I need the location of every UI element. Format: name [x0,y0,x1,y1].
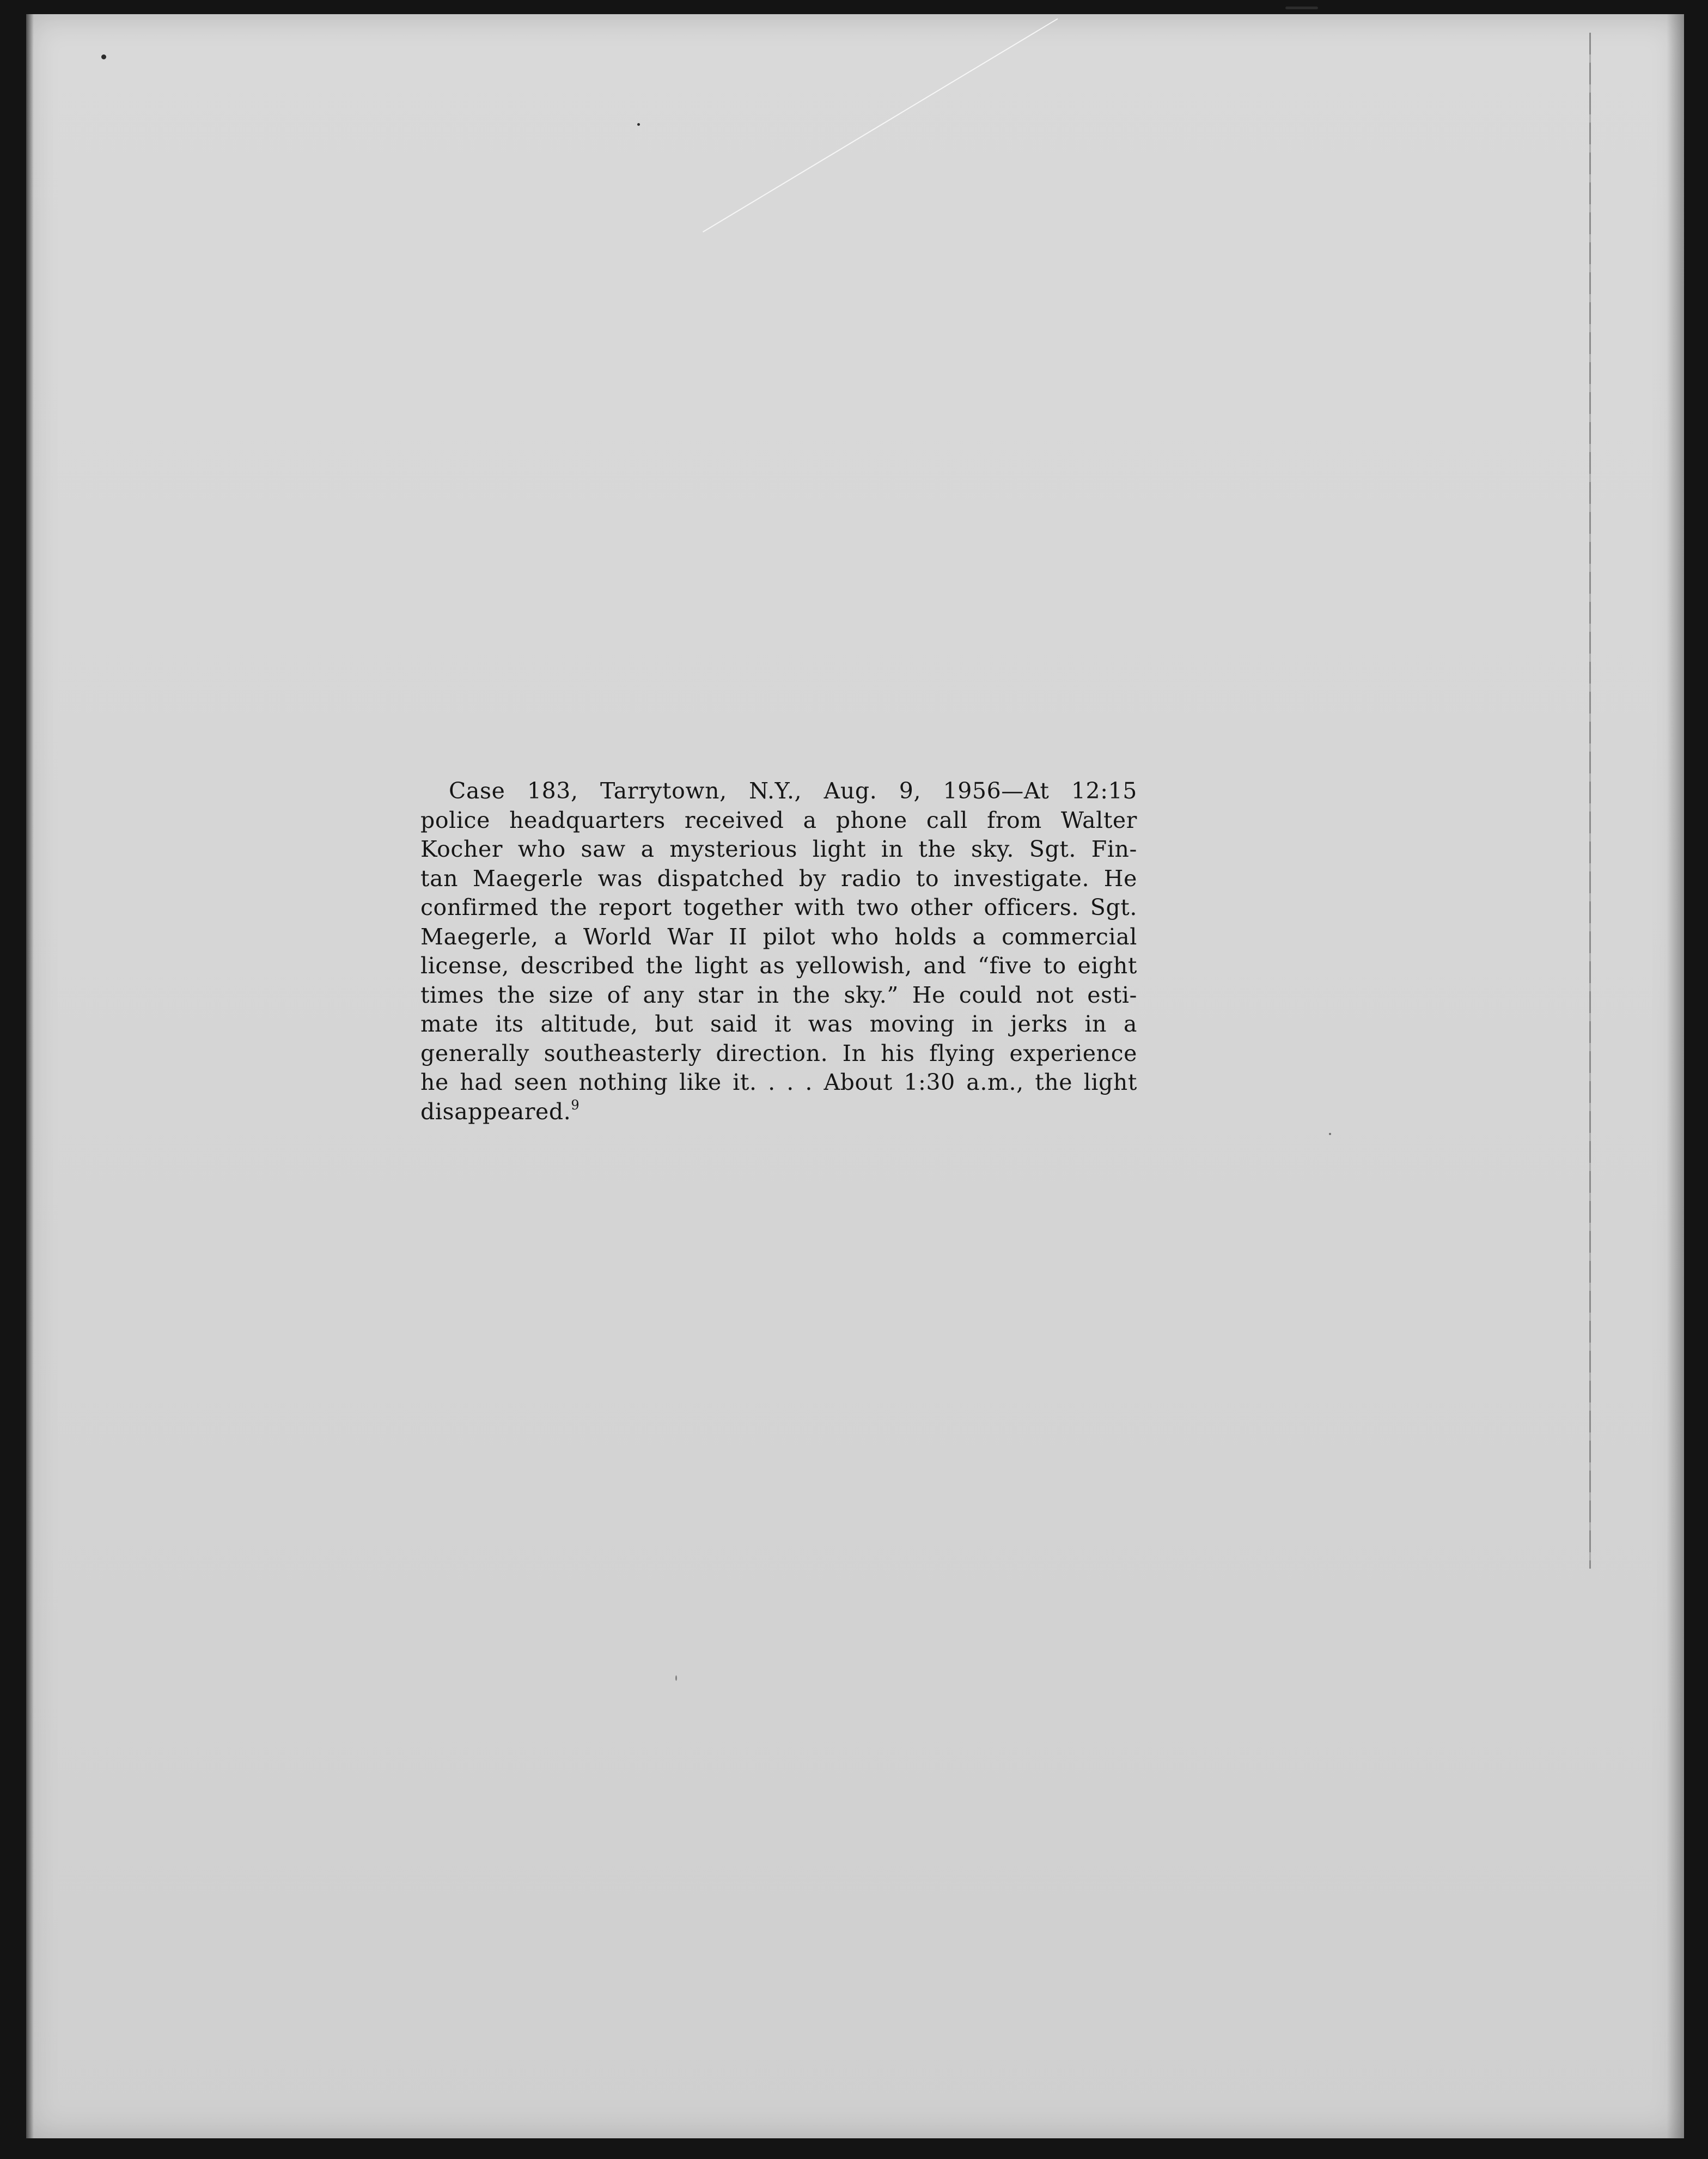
excerpt-line: times the size of any star in the sky.” He could not esti- [420,981,1137,1008]
excerpt-line: disappeared. [420,1098,571,1125]
dust-speck [1285,7,1318,9]
excerpt-line: he had seen nothing like it. . . . About 1:30 a.m., the light [420,1069,1137,1095]
excerpt-line: license, described the light as yellowish, and “five to eight [420,953,1137,979]
excerpt-line: confirmed the report together with two other officers. Sgt. [420,894,1137,920]
left-edge-shadow [26,14,34,2138]
excerpt-line: Maegerle, a World War II pilot who holds a commercial [420,923,1137,950]
excerpt-line: generally southeasterly direction. In his flying experience [420,1040,1137,1066]
dust-speck [675,1675,677,1681]
excerpt-line: police headquarters received a phone call from Walter [420,807,1137,833]
excerpt-last-line [420,1097,1137,1127]
dust-speck [101,54,106,59]
dust-speck [1329,1133,1331,1135]
footnote-marker: 9 [571,1097,580,1113]
excerpt-line: tan Maegerle was dispatched by radio to investigate. He [420,865,1137,892]
excerpt-line: Kocher who saw a mysterious light in the sky. Sgt. Fin- [420,836,1137,862]
excerpt-line: Case 183, Tarrytown, N.Y., Aug. 9, 1956—At 12:15 [449,778,1137,804]
case-excerpt [420,777,1137,1126]
right-edge-shadow [1667,14,1684,2138]
fold-line [1589,33,1591,1569]
excerpt-line: mate its altitude, but said it was moving in jerks in a [420,1011,1137,1037]
dust-speck [637,123,640,126]
